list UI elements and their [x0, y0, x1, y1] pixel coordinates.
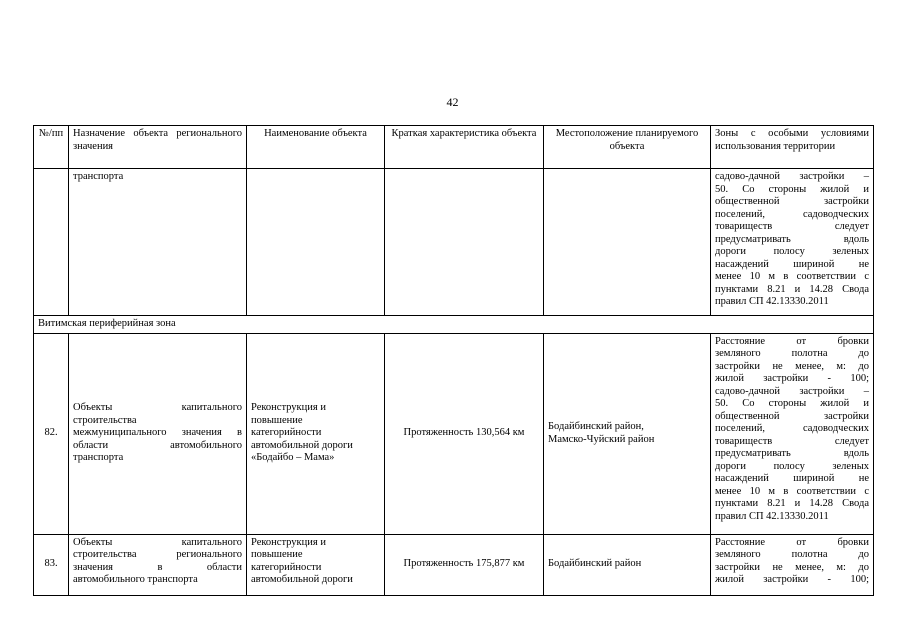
row-83-num: 83.: [34, 534, 69, 595]
row-82-name-line: повышение: [251, 414, 303, 426]
row-82-zones-line: правил СП 42.13330.2011: [715, 510, 829, 522]
row-83-name-line: повышение: [251, 549, 303, 560]
row-83-location-line: Бодайбинский район: [548, 558, 642, 570]
row-82-name: [247, 333, 385, 534]
continuation-location: [544, 169, 711, 316]
row-82-location-line: Бодайбинский район,: [548, 421, 644, 432]
row-82-name-line: категорийности: [251, 427, 322, 439]
continuation-zones-line: предусматривать вдоль: [715, 233, 869, 245]
row-83-name-line: автомобильной дороги: [251, 574, 353, 585]
continuation-row: [34, 169, 874, 316]
zone-title-row: [34, 316, 874, 334]
row-82-zones-line: общественной застройки: [715, 410, 869, 422]
header-name: Наименование объекта: [247, 126, 385, 169]
continuation-zones-line: менее 10 м в соответствии с: [715, 271, 869, 282]
row-83-location: [544, 534, 711, 595]
continuation-zones-line: правил СП 42.13330.2011: [715, 296, 829, 307]
header-location: Местоположение планируемого объекта: [544, 126, 711, 169]
row-83-zones-line: застройки не менее, м: до: [715, 561, 869, 573]
row-83-zones-line: Расстояние от бровки: [715, 536, 869, 548]
continuation-zones-line: насаждений шириной не: [715, 258, 869, 270]
header-characteristic: Краткая характеристика объекта: [385, 126, 544, 169]
continuation-zones-line: дороги полосу зеленых: [715, 246, 869, 257]
row-82-zones-line: жилой застройки - 100;: [715, 373, 869, 384]
header-zones: Зоны с особыми условиями использования территории: [711, 126, 874, 169]
continuation-characteristic: [385, 169, 544, 316]
row-82-name-line: автомобильной дороги: [251, 439, 353, 451]
row-82-zones: [711, 333, 874, 534]
continuation-zones: [711, 169, 874, 316]
row-82-zones-line: предусматривать вдоль: [715, 448, 869, 459]
continuation-zones-line: 50. Со стороны жилой и: [715, 183, 869, 195]
row-83-zones-line: жилой застройки - 100;: [715, 574, 869, 585]
continuation-name: [247, 169, 385, 316]
table-header-row: [34, 126, 874, 169]
page-number: 42: [446, 95, 459, 109]
row-83-name-line: категорийности: [251, 561, 322, 573]
row-83-purpose-line: автомобильного транспорта: [73, 574, 198, 585]
row-83-purpose-line: строительства регионального: [73, 549, 242, 560]
continuation-purpose: транспорта: [69, 169, 247, 316]
row-82-name-line: Реконструкция и: [251, 402, 326, 414]
continuation-zones-line: общественной застройки: [715, 196, 869, 207]
row-82-zones-line: земляного полотна до: [715, 348, 869, 359]
continuation-zones-line: товариществ следует: [715, 221, 869, 232]
continuation-zones-line: пунктами 8.21 и 14.28 Свода: [715, 283, 869, 295]
row-83-name: [247, 534, 385, 595]
continuation-zones-line: садово-дачной застройки –: [715, 171, 869, 182]
row-83-zones: [711, 534, 874, 595]
row-83-purpose-line: значения в области: [73, 561, 242, 573]
row-82-purpose: [69, 333, 247, 534]
header-num: №/пп: [34, 126, 69, 169]
table-row-83: [34, 534, 874, 595]
continuation-zones-line: поселений, садоводческих: [715, 208, 869, 220]
row-82-zones-line: дороги полосу зеленых: [715, 460, 869, 472]
zone-title: Витимская периферийная зона: [34, 316, 874, 334]
row-83-purpose-line: Объекты капитального: [73, 536, 242, 548]
row-82-purpose-line: Объекты капитального: [73, 402, 242, 414]
row-82-purpose-line: транспорта: [73, 452, 124, 464]
row-82-zones-line: менее 10 м в соответствии с: [715, 485, 869, 497]
row-82-zones-line: товариществ следует: [715, 435, 869, 447]
row-83-name-line: Реконструкция и: [251, 536, 326, 548]
row-82-location: [544, 333, 711, 534]
row-82-zones-line: пунктами 8.21 и 14.28 Свода: [715, 498, 869, 509]
row-82-location-line: Мамско-Чуйский район: [548, 433, 655, 445]
row-82-purpose-line: области автомобильного: [73, 439, 242, 451]
row-82-characteristic: Протяженность 130,564 км: [385, 333, 544, 534]
header-purpose: Назначение объекта регионального значения: [69, 126, 247, 169]
table-row-82: [34, 333, 874, 534]
row-83-purpose: [69, 534, 247, 595]
row-82-zones-line: садово-дачной застройки –: [715, 385, 869, 397]
row-82-num: 82.: [34, 333, 69, 534]
row-83-zones-line: земляного полотна до: [715, 549, 869, 560]
row-83-characteristic: Протяженность 175,877 км: [385, 534, 544, 595]
row-82-zones-line: застройки не менее, м: до: [715, 360, 869, 372]
row-82-purpose-line: строительства: [73, 414, 137, 426]
continuation-num: [34, 169, 69, 316]
row-82-zones-line: 50. Со стороны жилой и: [715, 398, 869, 409]
regional-objects-table: [33, 125, 874, 596]
row-82-zones-line: насаждений шириной не: [715, 473, 869, 484]
row-82-zones-line: поселений, садоводческих: [715, 423, 869, 434]
row-82-purpose-line: межмуниципального значения в: [73, 427, 242, 439]
row-82-name-line: «Бодайбо – Мама»: [251, 452, 335, 464]
row-82-zones-line: Расстояние от бровки: [715, 335, 869, 347]
